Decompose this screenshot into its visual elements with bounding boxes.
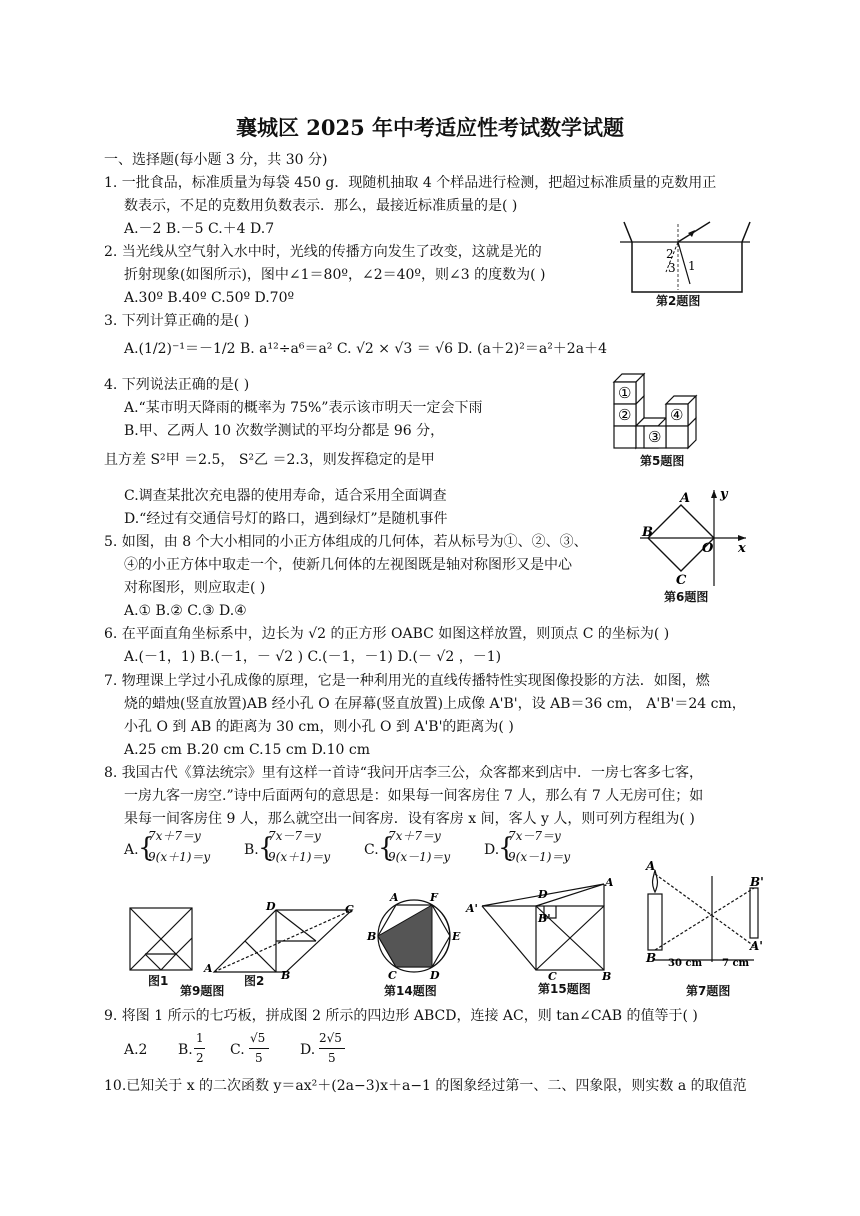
q4-line1: 4. 下列说法正确的是( ) <box>104 377 250 393</box>
q9-option-c: C. <box>230 1042 245 1058</box>
q9-frac-c-num: √5 <box>250 1031 266 1045</box>
fig9-point-b: B <box>281 969 291 980</box>
q8-brace-a: { <box>138 833 155 863</box>
fig6-axis-y: y <box>720 487 728 502</box>
fig9-point-c: C <box>345 903 354 916</box>
page-title: 襄城区 2025 年中考适应性考试数学试题 <box>235 115 625 140</box>
q7-options: A.25 cm B.20 cm C.15 cm D.10 cm <box>124 742 371 758</box>
q1-line1: 1. 一批食品，标准质量为每袋 450 g．现随机抽取 4 个样品进行检测，把超过标准质量的克数用正 <box>104 175 717 191</box>
q8-brace-b: { <box>258 833 275 863</box>
fig15-point-a: A <box>605 876 614 889</box>
figure-q15-squares <box>462 876 622 982</box>
fig9-point-d: D <box>266 900 276 913</box>
q7-line3: 小孔 O 到 AB 的距离为 30 cm，则小孔 O 到 A'B'的距离为( ) <box>124 719 514 735</box>
q9-frac-d-bar <box>319 1048 345 1049</box>
q9-frac-c-bar <box>249 1048 269 1049</box>
q4-option-b2: 且方差 S²甲 ＝2.5， S²乙 ＝2.3，则发挥稳定的是甲 <box>104 452 435 468</box>
q8-option-b-label: B. <box>244 842 259 858</box>
q1-line2: 数表示，不足的克数用负数表示．那么，最接近标准质量的是( ) <box>124 198 518 214</box>
q1-line2-text: 不足的克数用负数表示．那么，最接近标准质量的是( ) <box>180 198 518 214</box>
q9-frac-b-num: 1 <box>196 1031 204 1045</box>
q2-line1: 2. 当光线从空气射入水中时，光线的传播方向发生了改变，这就是光的 <box>104 244 542 260</box>
fig14-point-b: B <box>367 930 377 943</box>
fig7-point-a: A <box>646 859 656 873</box>
q9-frac-d-num: 2√5 <box>319 1031 342 1045</box>
q8-option-d-label: D. <box>484 842 500 858</box>
q6-line1: 6. 在平面直角坐标系中，边长为 √2 的正方形 OABC 如图这样放置，则顶点 C 的坐标为( ) <box>104 626 670 642</box>
q7-line1: 7. 物理课上学过小孔成像的原理，它是一种利用光的直线传播特性实现图像投影的方法．如图，燃 <box>104 673 710 689</box>
fig6-axis-x: x <box>738 541 746 556</box>
fig7-caption: 第7题图 <box>686 984 731 998</box>
q5-line1: 5. 如图，由 8 个大小相同的小正方体组成的几何体，若从标号为①、②、③、 <box>104 534 588 550</box>
q8-d-eq2: 9(x－1)＝y <box>508 850 571 864</box>
q8-option-c-label: C. <box>364 842 379 858</box>
fig2-angle-3: 3 <box>668 261 676 275</box>
q4-option-d: D.“经过有交通信号灯的路口，遇到绿灯”是随机事件 <box>124 511 448 527</box>
q4-option-c: C.调查某批次充电器的使用寿命，适合采用全面调查 <box>124 488 447 504</box>
q8-a-eq1: 7x＋7＝y <box>148 829 201 843</box>
figure-q14-hexagon <box>364 888 464 980</box>
q8-line3: 果每一间客房住 9 人，那么就空出一间客房．设有客房 x 间，客人 y 人，则可列方程组为( ) <box>124 811 695 827</box>
fig6-point-b: B <box>642 525 653 540</box>
q9-frac-c-den: 5 <box>255 1051 263 1065</box>
fig14-point-d: D <box>430 969 440 980</box>
q8-c-eq1: 7x＋7＝y <box>388 829 441 843</box>
figure-q6-square <box>640 486 752 590</box>
q2-options: A.30º B.40º C.50º D.70º <box>124 290 295 306</box>
cube-mark-2: ② <box>618 406 632 424</box>
fig9-subcaption-1: 图1 <box>148 974 169 988</box>
q9-option-d: D. <box>300 1042 316 1058</box>
fig6-point-a: A <box>680 491 691 506</box>
fig9-caption: 第9题图 <box>180 984 225 998</box>
q8-option-a-label: A. <box>124 842 139 858</box>
q9-frac-b-bar <box>194 1048 205 1049</box>
q9-frac-d-den: 5 <box>328 1051 336 1065</box>
q9-option-a: A.2 <box>124 1042 148 1058</box>
fig6-caption: 第6题图 <box>664 590 709 604</box>
q8-line2: 一房九客一房空.”诗中后面两句的意思是：如果每一间客房住 7 人，那么有 7 人无房可住；如 <box>124 788 704 804</box>
q9-line1: 9. 将图 1 所示的七巧板，拼成图 2 所示的四边形 ABCD，连接 AC，则 tan∠CAB 的值等于( ) <box>104 1008 698 1024</box>
figure-q9-tangram <box>126 900 366 980</box>
q9-option-b: B. <box>178 1042 193 1058</box>
q8-d-eq1: 7x－7＝y <box>508 829 561 843</box>
q5-line3: 对称图形，则应取走( ) <box>124 580 266 596</box>
fig15-point-a-prime: A' <box>466 902 478 915</box>
q3-options: A.(1/2)⁻¹＝－1/2 B. a¹²÷a⁶＝a² C. √2 × √3 ＝ √6 D. (a＋2)²＝a²＋2a＋4 <box>124 341 607 357</box>
fig2-caption: 第2题图 <box>656 294 701 308</box>
q7-line2: 烧的蜡烛(竖直放置)AB 经小孔 O 在屏幕(竖直放置)上成像 A'B'，设 AB＝36 cm， A'B'＝24 cm， <box>124 696 746 712</box>
fig14-point-c: C <box>388 969 397 980</box>
q9-options <box>124 1030 384 1070</box>
q10-line1: 10.已知关于 x 的二次函数 y＝ax²＋(2a−3)x＋a−1 的图象经过第一、二、四象限，则实数 a 的取值范 <box>104 1078 747 1094</box>
fig6-point-o: O <box>702 541 714 556</box>
fig7-point-a-prime: A' <box>750 939 763 953</box>
q2-line2: 折射现象(如图所示)，图中∠1＝80º，∠2＝40º，则∠3 的度数为( ) <box>124 267 546 283</box>
fig14-point-a: A <box>390 891 399 904</box>
fig2-angle-1: 1 <box>688 259 696 273</box>
q4-option-b: B.甲、乙两人 10 次数学测试的平均分都是 96 分， <box>124 423 445 439</box>
fig9-point-a: A <box>204 962 213 975</box>
fig7-point-b-prime: B' <box>750 875 764 889</box>
fig9-subcaption-2: 图2 <box>244 974 265 988</box>
fig15-point-b: B <box>602 970 612 982</box>
q8-brace-d: { <box>498 833 515 863</box>
q6-options: A.(－1，1) B.(－1，－ √2 ) C.(－1，－1) D.(－ √2 ，－1) <box>124 649 502 665</box>
fig15-point-c: C <box>548 970 557 982</box>
fig7-dim-7: 7 cm <box>722 958 750 969</box>
q4-option-a: A.“某市明天降雨的概率为 75%”表示该市明天一定会下雨 <box>124 400 483 416</box>
q8-b-eq1: 7x－7＝y <box>268 829 321 843</box>
fig14-caption: 第14题图 <box>384 984 437 998</box>
cube-mark-1: ① <box>618 384 632 402</box>
figure-q7-pinhole <box>638 858 766 982</box>
fig7-dim-30: 30 cm <box>668 958 703 969</box>
q8-b-eq2: 9(x＋1)＝y <box>268 850 331 864</box>
fig14-point-e: E <box>452 930 461 943</box>
q5-line2: ④的小正方体中取走一个，使新几何体的左视图既是轴对称图形又是中心 <box>124 557 572 573</box>
fig15-caption: 第15题图 <box>538 982 591 996</box>
fig5-caption: 第5题图 <box>640 454 685 468</box>
fig6-point-c: C <box>676 573 687 588</box>
fig14-point-f: F <box>430 891 438 904</box>
fig15-point-b-prime: B' <box>538 912 551 925</box>
cube-mark-4: ④ <box>670 406 684 424</box>
section-heading: 一、选择题(每小题 3 分，共 30 分) <box>104 152 328 168</box>
fig7-point-b: B <box>646 951 657 965</box>
q3-line1: 3. 下列计算正确的是( ) <box>104 313 250 329</box>
q8-brace-c: { <box>378 833 395 863</box>
q9-frac-b-den: 2 <box>196 1051 204 1065</box>
q8-c-eq2: 9(x－1)＝y <box>388 850 451 864</box>
q8-line1: 8. 我国古代《算法统宗》里有这样一首诗“我问开店李三公，众客都来到店中．一房七客多七客， <box>104 765 703 781</box>
q5-options: A.① B.② C.③ D.④ <box>124 603 247 619</box>
cube-mark-3: ③ <box>648 428 662 446</box>
q1-options: A.－2 B.－5 C.＋4 D.7 <box>124 221 275 237</box>
fig15-point-d: D <box>538 888 548 901</box>
fig2-angle-2: 2 <box>666 247 674 261</box>
q8-a-eq2: 9(x＋1)＝y <box>148 850 211 864</box>
